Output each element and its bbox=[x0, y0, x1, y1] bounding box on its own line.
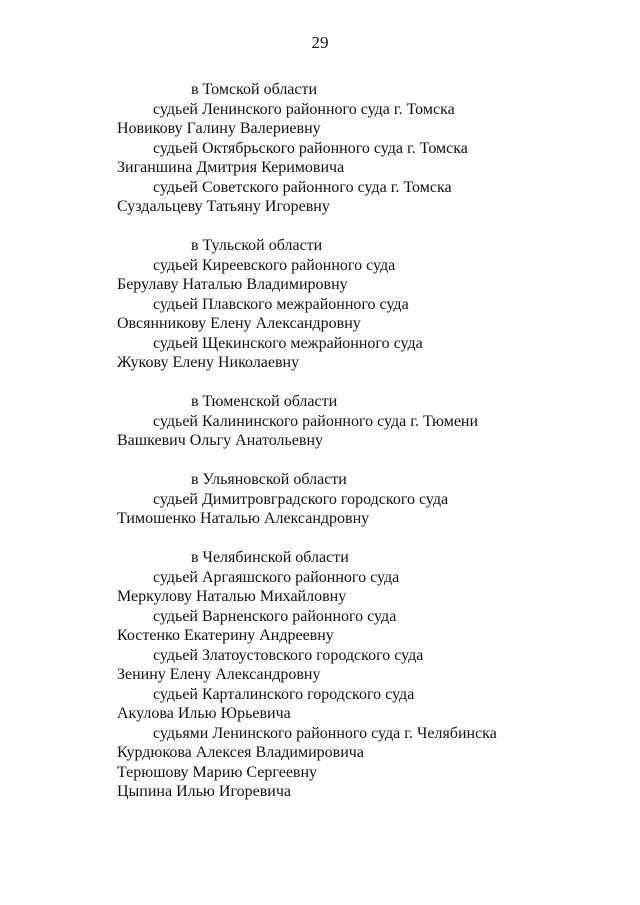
judge-name: Зенину Елену Александровну bbox=[117, 666, 321, 683]
judge-name: Жукову Елену Николаевну bbox=[117, 354, 300, 371]
court-line: судьей Карталинского городского суда bbox=[153, 685, 415, 703]
court-line: судьей Димитровградского городского суда bbox=[153, 490, 449, 508]
judge-name: Новикову Галину Валериевну bbox=[117, 120, 321, 137]
judge-name: Курдюкова Алексея Владимировича bbox=[117, 744, 364, 761]
judge-name: Овсянникову Елену Александровну bbox=[117, 315, 361, 332]
region-heading: в Тульской области bbox=[191, 237, 323, 254]
court-line: судьями Ленинского районного суда г. Челябинска bbox=[153, 724, 497, 742]
judge-name: Костенко Екатерину Андреевну bbox=[117, 627, 334, 644]
court-line: судьей Калининского районного суда г. Тюмени bbox=[153, 412, 479, 430]
court-line: судьей Плавского межрайонного суда bbox=[153, 295, 409, 313]
section-spacer bbox=[0, 529, 640, 549]
court-line: судьей Советского районного суда г. Томска bbox=[153, 178, 452, 196]
court-line: судьей Аргаяшского районного суда bbox=[153, 568, 400, 586]
section-spacer bbox=[0, 373, 640, 393]
section-spacer bbox=[0, 217, 640, 237]
section-spacer bbox=[0, 451, 640, 471]
judge-name: Меркулову Наталью Михайловну bbox=[117, 588, 347, 605]
region-heading: в Томской области bbox=[191, 81, 318, 98]
document-body bbox=[0, 80, 640, 802]
judge-name: Терюшову Марию Сергеевну bbox=[117, 763, 318, 781]
judge-name: Берулаву Наталью Владимировну bbox=[117, 276, 348, 293]
judge-name: Зиганшина Дмитрия Керимовича bbox=[117, 159, 345, 176]
page-number: 29 bbox=[311, 33, 329, 52]
judge-name: Цыпина Илью Игоревича bbox=[117, 783, 291, 800]
court-line: судьей Ленинского районного суда г. Томска bbox=[153, 100, 455, 118]
court-line: судьей Киреевского районного суда bbox=[153, 256, 396, 274]
judge-name: Суздальцеву Татьяну Игоревну bbox=[117, 198, 330, 215]
region-heading: в Тюменской области bbox=[191, 393, 338, 410]
judge-name: Тимошенко Наталью Александровну bbox=[117, 510, 370, 527]
judge-name: Вашкевич Ольгу Анатольевну bbox=[117, 432, 324, 449]
court-line: судьей Октябрьского районного суда г. Томска bbox=[153, 139, 468, 157]
court-line: судьей Щекинского межрайонного суда bbox=[153, 334, 423, 352]
court-line: судьей Варненского районного суда bbox=[153, 607, 397, 625]
court-line: судьей Златоустовского городского суда bbox=[153, 646, 424, 664]
region-heading: в Ульяновской области bbox=[191, 471, 347, 488]
judge-name: Акулова Илью Юрьевича bbox=[117, 705, 291, 722]
region-heading: в Челябинской области bbox=[191, 549, 349, 566]
